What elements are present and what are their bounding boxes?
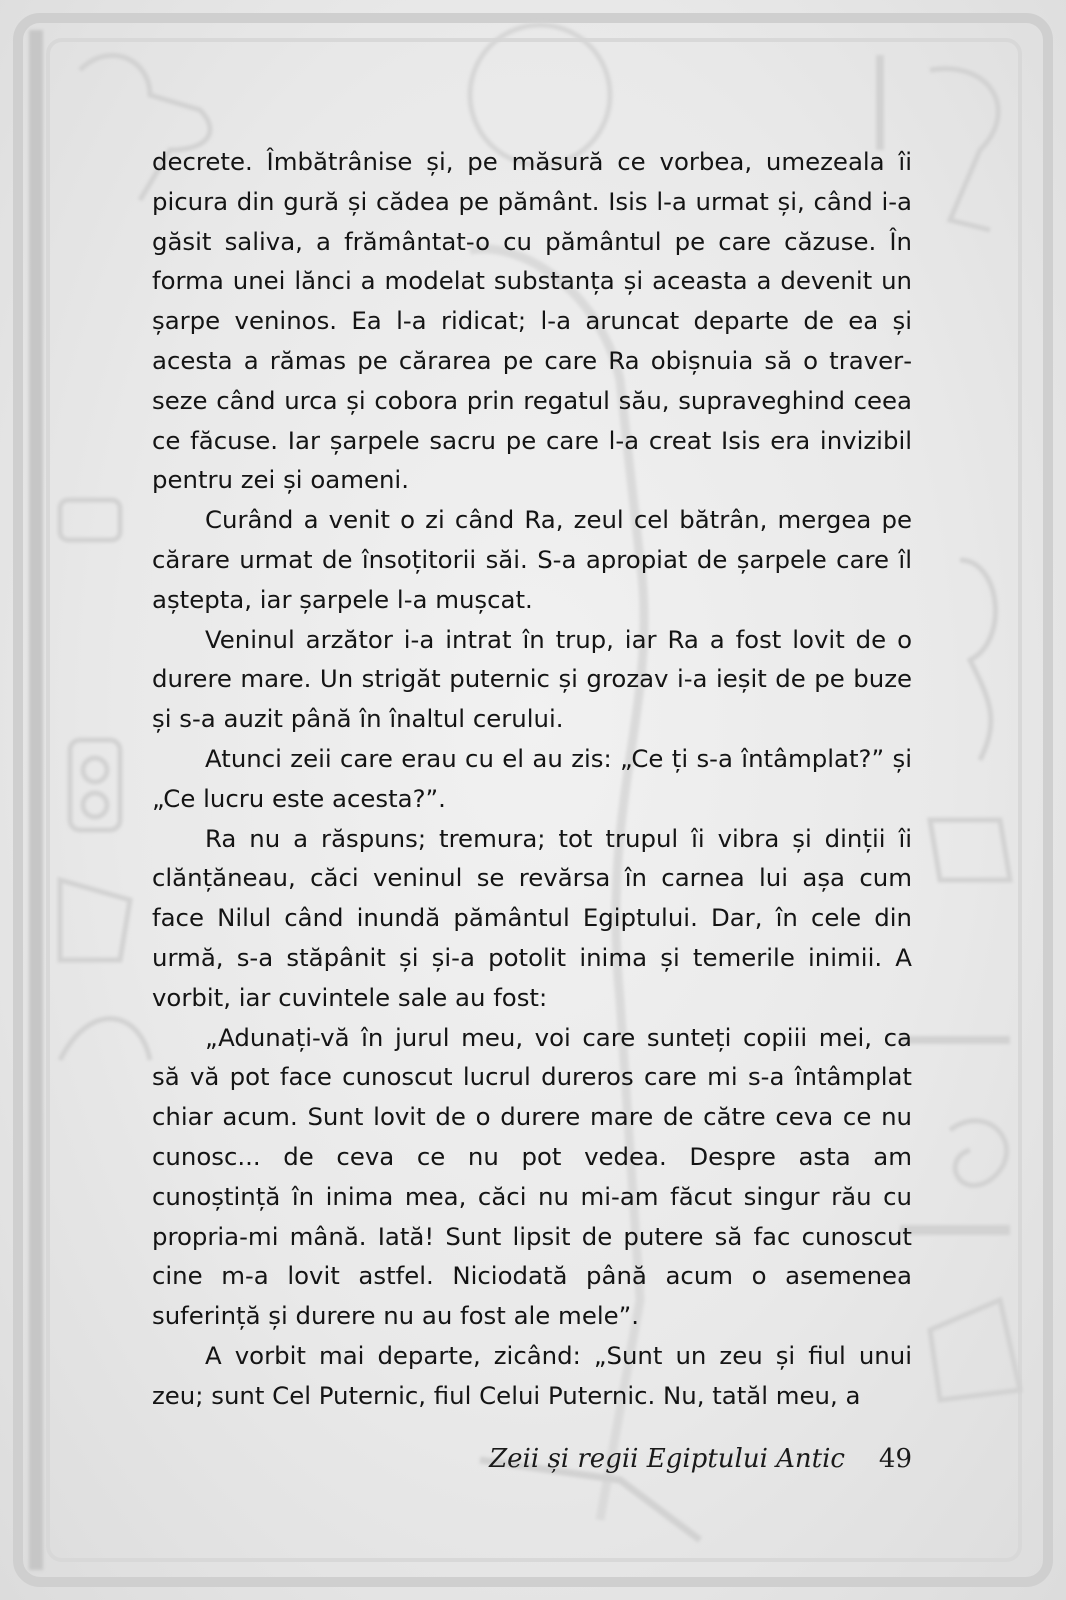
falcon-hieroglyph — [930, 69, 998, 230]
paragraph: decrete. Îmbătrânise și, pe măsură ce vorbea, umezeala îi picura din gură și cădea pe pământ. Isis l-a urmat și, când i-a găsit saliva, a frământat-o cu pământul pe care căzuse. În forma unei lănci a modelat substanța și aceasta a devenit un șarpe veninos. Ea l-a ridicat; l-a aruncat departe de ea și acesta a rămas pe cărarea pe care Ra obișnuia să o traverseze când urca și cobora prin regatul său, supraveghind ceea ce făcuse. Iar șarpele sacru pe care l-a creat Isis era invizibil pentru zei și oameni. — [152, 147, 912, 495]
paragraph: Ra nu a răspuns; tremura; tot trupul îi vibra și dinții îi clănțăneau, căci veninul se revărsa în carnea lui așa cum face Nilul când inundă pământul Egiptului. Dar, în cele din urmă, s-a stăpânit și și-a potolit inima și temerile inimii. A vorbit, iar cuvintele sale au fost: — [152, 823, 912, 1012]
paragraph: Atunci zeii care erau cu el au zis: „Ce ți s-a întâmplat?” și „Ce lucru este acesta?”. — [152, 743, 912, 813]
page-footer — [0, 1444, 912, 1484]
paragraph: Curând a venit o zi când Ra, zeul cel bătrân, mergea pe cărare urmat de însoțitorii săi. S-a apropiat de șarpele care îl aștepta, iar șarpele l-a mușcat. — [152, 505, 912, 614]
page-number: 49 — [878, 1444, 912, 1474]
paragraph: A vorbit mai departe, zicând: „Sunt un zeu și fiul unui zeu; sunt Cel Puternic, fiul Celui Puternic. Nu, tatăl meu, a — [152, 1340, 912, 1410]
running-title: Zeii și regii Egiptului Antic — [489, 1444, 845, 1474]
paragraph: „Adunați-vă în jurul meu, voi care sunteți copiii mei, ca să vă pot face cunoscut lucrul dureros care mi s-a întâmplat chiar acum. Sunt lovit de o durere mare de către ceva ce nu cunosc... de ceva ce nu pot vedea. Despre asta am cunoștință în inima mea, căci nu mi-am făcut singur rău cu propria-mi mână. Iată! Sunt lipsit de putere să fac cunoscut cine m-a lovit astfel. Niciodată până acum o asemenea suferință și durere nu au fost ale mele”. — [152, 1022, 912, 1331]
paragraph: Veninul arzător i-a intrat în trup, iar Ra a fost lovit de o durere mare. Un strigăt puternic și grozav i-a ieșit de pe buze și s-a auzit până în înaltul cerului. — [152, 624, 912, 734]
seated-figure-hieroglyph — [960, 560, 995, 760]
body-text — [152, 142, 912, 1416]
